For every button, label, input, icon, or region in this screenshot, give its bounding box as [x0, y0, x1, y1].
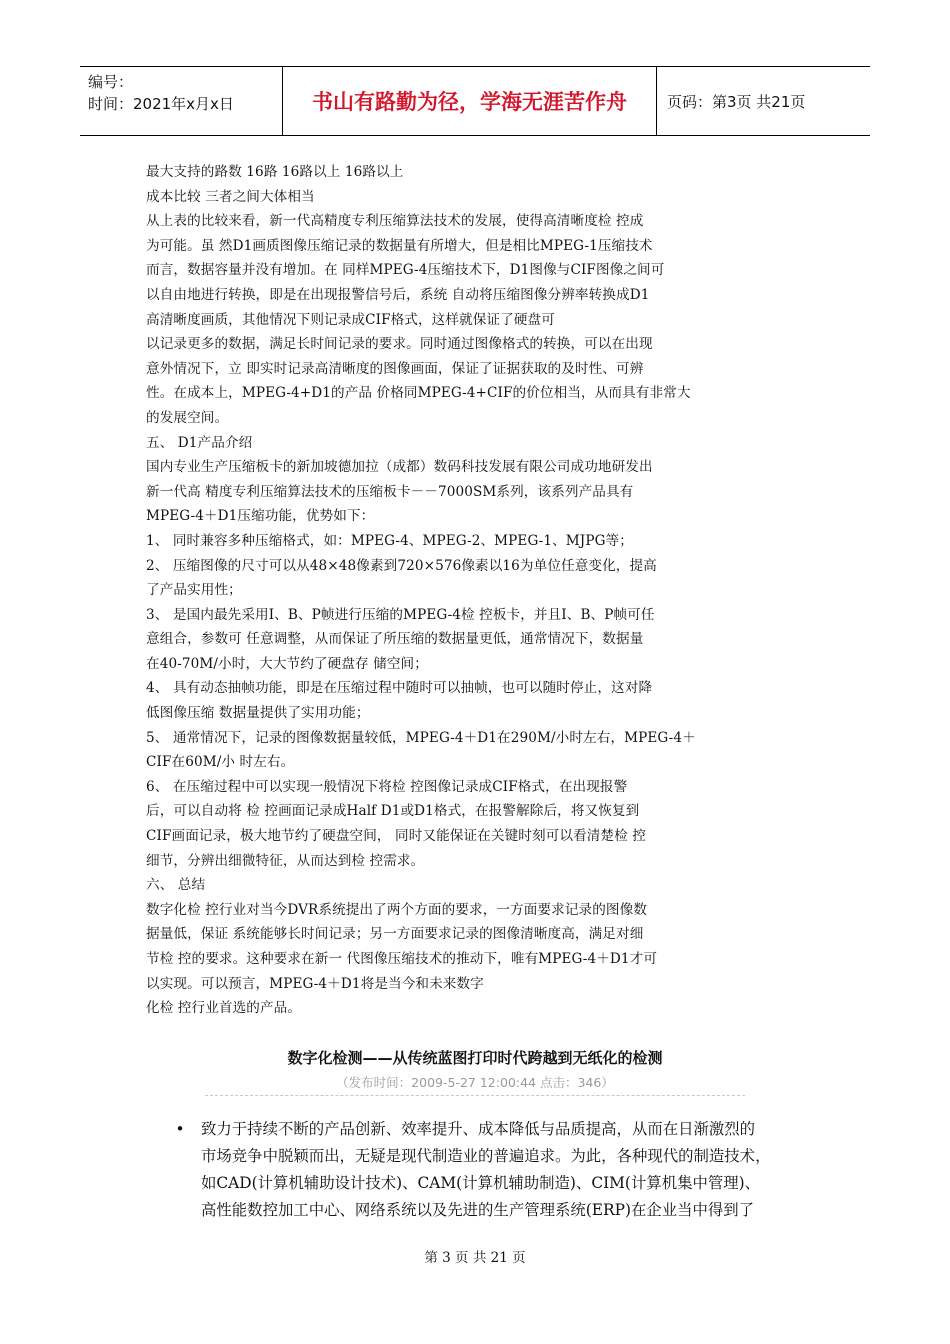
bullet-line: 高性能数控加工中心、网络系统以及先进的生产管理系统(ERP)在企业当中得到了	[201, 1201, 755, 1219]
body-line: 五、 D1产品介绍	[146, 434, 253, 451]
body-line: CIF画面记录，极大地节约了硬盘空间， 同时又能保证在关键时刻可以看清楚检 控	[146, 828, 646, 845]
body-line: 高清晰度画质，其他情况下则记录成CIF格式，这样就保证了硬盘可	[146, 311, 555, 328]
body-line: 5、 通常情况下，记录的图像数据量较低，MPEG-4＋D1在290M/小时左右，MPEG-4＋	[146, 729, 696, 746]
body-line: 节检 控的要求。这种要求在新一 代图像压缩技术的推动下，唯有MPEG-4＋D1才可	[146, 951, 658, 967]
body-line: 意外情况下，立 即实时记录高清晰度的图像画面，保证了证据获取的及时性、可辨	[146, 360, 644, 377]
body-line: 在40-70M/小时，大大节约了硬盘存 储空间；	[146, 655, 428, 672]
document-time-label: 时间：2021年x月x日	[88, 95, 234, 113]
body-line: 而言，数据容量并没有增加。在 同样MPEG-4压缩技术下，D1图像与CIF图像之间可	[146, 262, 665, 279]
body-line: 6、 在压缩过程中可以实现一般情况下将检 控图像记录成CIF格式，在出现报警	[146, 778, 628, 795]
body-line: 最大支持的路数 16路 16路以上 16路以上	[146, 164, 404, 180]
body-line: 后，可以自动将 检 控画面记录成Half D1或D1格式，在报警解除后，将又恢复到	[146, 803, 640, 820]
body-line: 2、 压缩图像的尺寸可以从48×48像素到720×576像素以16为单位任意变化，提高	[146, 557, 657, 574]
bullet-line: 如CAD(计算机辅助设计技术)、CAM(计算机辅助制造)、CIM(计算机集中管理)、	[201, 1174, 761, 1192]
body-line: 六、 总结	[146, 877, 206, 894]
body-line: MPEG-4＋D1压缩功能，优势如下：	[146, 508, 375, 525]
header-slogan: 书山有路勤为径，学海无涯苦作舟	[283, 67, 657, 135]
bullet-dot-icon: •	[175, 1120, 185, 1138]
body-line: 化检 控行业首选的产品。	[146, 1000, 302, 1017]
body-line: 4、 具有动态抽帧功能，即是在压缩过程中随时可以抽帧，也可以随时停止，这对降	[146, 680, 653, 697]
body-line: 细节，分辨出细微特征，从而达到检 控需求。	[146, 852, 425, 869]
article-meta: （发布时间：2009-5-27 12:00:44 点击：346）	[336, 1075, 614, 1090]
body-line: 数字化检 控行业对当今DVR系统提出了两个方面的要求，一方面要求记录的图像数	[146, 901, 648, 918]
page-footer: 第 3 页 共 21 页	[424, 1250, 526, 1266]
body-line: 了产品实用性；	[146, 582, 242, 599]
meta-divider	[205, 1095, 745, 1096]
body-text	[146, 160, 746, 1021]
document-number-label: 编号：	[88, 73, 134, 91]
body-line: 意组合，参数可 任意调整，从而保证了所压缩的数据量更低，通常情况下，数据量	[146, 631, 644, 648]
bullet-line: 市场竞争中脱颖而出，无疑是现代制造业的普遍追求。为此，各种现代的制造技术，	[201, 1147, 771, 1165]
header-page-info: 页码：第3页 共21页	[667, 92, 806, 111]
bullet-item	[170, 1116, 830, 1224]
body-line: 性。在成本上，MPEG-4+D1的产品 价格同MPEG-4+CIF的价位相当，从而具有非常大	[146, 385, 691, 402]
header-info-cell	[80, 67, 283, 135]
body-line: CIF在60M/小 时左右。	[146, 754, 295, 771]
body-line: 的发展空间。	[146, 409, 229, 426]
body-line: 以自由地进行转换，即是在出现报警信号后，系统 自动将压缩图像分辨率转换成D1	[146, 286, 650, 303]
bullet-text	[201, 1116, 830, 1224]
body-line: 新一代高 精度专利压缩算法技术的压缩板卡－－7000SM系列，该系列产品具有	[146, 483, 634, 500]
body-line: 以实现。可以预言，MPEG-4＋D1将是当今和未来数字	[146, 975, 484, 992]
body-line: 据量低，保证 系统能够长时间记录；另一方面要求记录的图像清晰度高，满足对细	[146, 926, 644, 943]
article-title: 数字化检测——从传统蓝图打印时代跨越到无纸化的检测	[287, 1049, 663, 1067]
body-line: 为可能。虽 然D1画质图像压缩记录的数据量有所增大，但是相比MPEG-1压缩技术	[146, 237, 653, 254]
body-line: 1、 同时兼容多种压缩格式，如：MPEG-4、MPEG-2、MPEG-1、MJPG等；	[146, 532, 633, 549]
body-line: 以记录更多的数据，满足长时间记录的要求。同时通过图像格式的转换，可以在出现	[146, 336, 653, 353]
body-line: 成本比较 三者之间大体相当	[146, 188, 315, 205]
body-line: 从上表的比较来看，新一代高精度专利压缩算法技术的发展，使得高清晰度检 控成	[146, 213, 644, 230]
header-table	[80, 66, 870, 136]
body-line: 3、 是国内最先采用I、B、P帧进行压缩的MPEG-4检 控板卡，并且I、B、P帧可任	[146, 606, 655, 623]
body-line: 国内专业生产压缩板卡的新加坡德加拉（成都）数码科技发展有限公司成功地研发出	[146, 459, 653, 476]
body-line: 低图像压缩 数据量提供了实用功能；	[146, 705, 370, 722]
bullet-line: 致力于持续不断的产品创新、效率提升、成本降低与品质提高，从而在日渐激烈的	[201, 1120, 756, 1138]
